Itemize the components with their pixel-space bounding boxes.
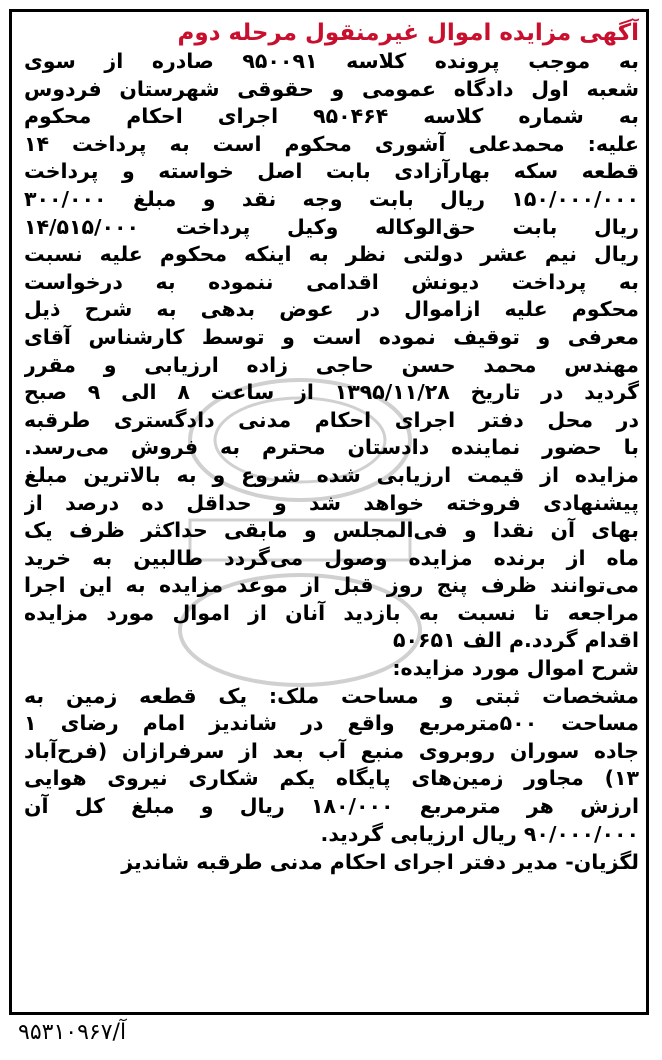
notice-line: ۱۵۰/۰۰۰/۰۰۰ ریال بابت وجه نقد و مبلغ ۳۰۰/۰۰۰ (24, 186, 639, 211)
notice-body (24, 48, 639, 655)
notice-line: علیه: محمدعلی آشوری محکوم است به پرداخت ۱۴ (24, 131, 639, 156)
notice-line: مهندس محمد حسن حاجی زاده ارزیابی و مقرر (24, 352, 639, 377)
notice-line: می‌توانند ظرف پنج روز قبل از موعد مزایده به این اجرا (24, 573, 639, 598)
notice-line: با حضور نماینده دادستان محترم به فروش می‌رسد. (24, 435, 639, 460)
notice-line: پیشنهادی فروخته خواهد شد و حداقل ده درصد از (24, 490, 639, 515)
property-line: ارزش هر مترمربع ۱۸۰/۰۰۰ ریال و مبلغ کل آن (24, 794, 639, 819)
notice-line: اقدام گردد.م الف ۵۰۶۵۱ (393, 628, 639, 653)
property-line: ۹۰/۰۰۰/۰۰۰ ریال ارزیابی گردید. (320, 821, 639, 846)
notice-line: ماه از برنده مزایده وصول می‌گردد طالبین به خرید (24, 545, 639, 570)
notice-line: به شماره کلاسه ۹۵۰۴۶۴ اجرای احکام محکوم (24, 104, 639, 129)
notice-line: گردید در تاریخ ۱۳۹۵/۱۱/۲۸ از ساعت ۸ الی ۹ صبح (24, 380, 639, 405)
property-line: جاده سوران روبروی منبع آب بعد از سرفرازان (فرح‌آباد (24, 738, 639, 763)
notice-line: شعبه اول دادگاه عمومی و حقوقی شهرستان فردوس (24, 76, 639, 101)
notice-line: به پرداخت دیونش اقدامی ننموده به درخواست (24, 269, 639, 294)
notice-content (24, 14, 639, 1008)
notice-line: معرفی و توقیف نموده است و توسط کارشناس آقای (24, 324, 639, 349)
notice-line: به موجب پرونده کلاسه ۹۵۰۰۹۱ صادره از سوی (24, 49, 639, 73)
notice-line: مراجعه تا نسبت به بازدید آنان از اموال مورد مزایده (24, 600, 639, 625)
notice-line: ریال نیم عشر دولتی نظر به اینکه محکوم علیه نسبت (24, 242, 639, 267)
property-line: مساحت ۵۰۰مترمربع واقع در شاندیز امام رضای ۱ (24, 711, 639, 736)
notice-line: ریال بابت حق‌الوکاله وکیل پرداخت ۱۴/۵۱۵/۰۰۰ (24, 214, 639, 239)
property-description (24, 683, 639, 849)
notice-line: بهای آن نقدا و فی‌المجلس و مابقی حداکثر ظرف یک (24, 518, 639, 543)
notice-line: مزایده از قیمت ارزیابی شده شروع و به بالاترین مبلغ (24, 462, 639, 487)
footer-code: آ/۹۵۳۱۰۹۶۷ (18, 1020, 127, 1045)
notice-line: قطعه سکه بهارآزادی بابت اصل خواسته و پرداخت (24, 159, 639, 184)
property-line: مشخصات ثبتی و مساحت ملک: یک قطعه زمین به (24, 683, 639, 708)
property-line: ۱۳) مجاور زمین‌های پایگاه یکم شکاری نیروی هوایی (24, 766, 639, 791)
signature-line: لگزیان- مدیر دفتر اجرای احکام مدنی طرقبه شاندیز (121, 850, 639, 875)
notice-line: در محل دفتر اجرای احکام مدنی دادگستری طرقبه (24, 407, 639, 432)
property-section-heading: شرح اموال مورد مزایده: (392, 656, 639, 681)
notice-title: آگهی مزایده اموال غیرمنقول مرحله دوم (177, 20, 639, 46)
notice-line: محکوم علیه ازاموال در عوض بدهی به شرح ذیل (24, 297, 639, 322)
